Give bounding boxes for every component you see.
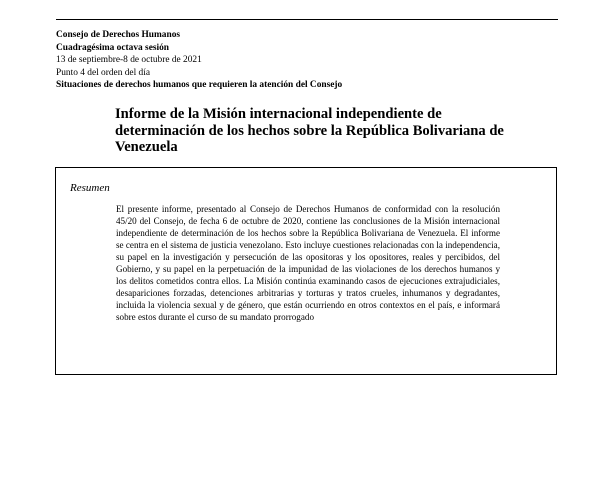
document-header	[56, 29, 556, 92]
summary-box	[55, 167, 557, 375]
top-rule	[56, 19, 558, 20]
agenda-item: Punto 4 del orden del día	[56, 67, 150, 78]
summary-text: El presente informe, presentado al Consejo de Derechos Humanos de conformidad con la resolución 45/20 del Consejo, de fecha 6 de octubre de 2020, contiene las conclusiones de la Misión internacional independiente de determinación de los hechos sobre la República Bolivariana de Venezuela. El informe se centra en el sistema de justicia venezolano. Esto incluye cuestiones relacionadas con la independencia, su papel en la investigación y persecución de las opositoras y los opositores, reales y percibidos, del Gobierno, y su papel en la perpetuación de la impunidad de las violaciones de los derechos humanos y los delitos cometidos contra ellos. La Misión continúa examinando casos de ejecuciones extrajudiciales, desapariciones forzadas, detenciones arbitrarias y torturas y tratos crueles, inhumanos y degradantes, incluida la violencia sexual y de género, que están ocurriendo en otros contextos en el país, e informará sobre estos durante el curso de su mandato prorrogado	[116, 204, 500, 323]
session-dates: 13 de septiembre-8 de octubre de 2021	[56, 55, 202, 66]
document-title: Informe de la Misión internacional independiente de determinación de los hechos sobre la República Bolivariana de Venezuela	[115, 106, 504, 156]
session-name: Cuadragésima octava sesión	[56, 42, 170, 53]
agenda-title: Situaciones de derechos humanos que requieren la atención del Consejo	[56, 80, 343, 91]
council-name: Consejo de Derechos Humanos	[56, 30, 181, 40]
summary-heading: Resumen	[70, 182, 110, 194]
